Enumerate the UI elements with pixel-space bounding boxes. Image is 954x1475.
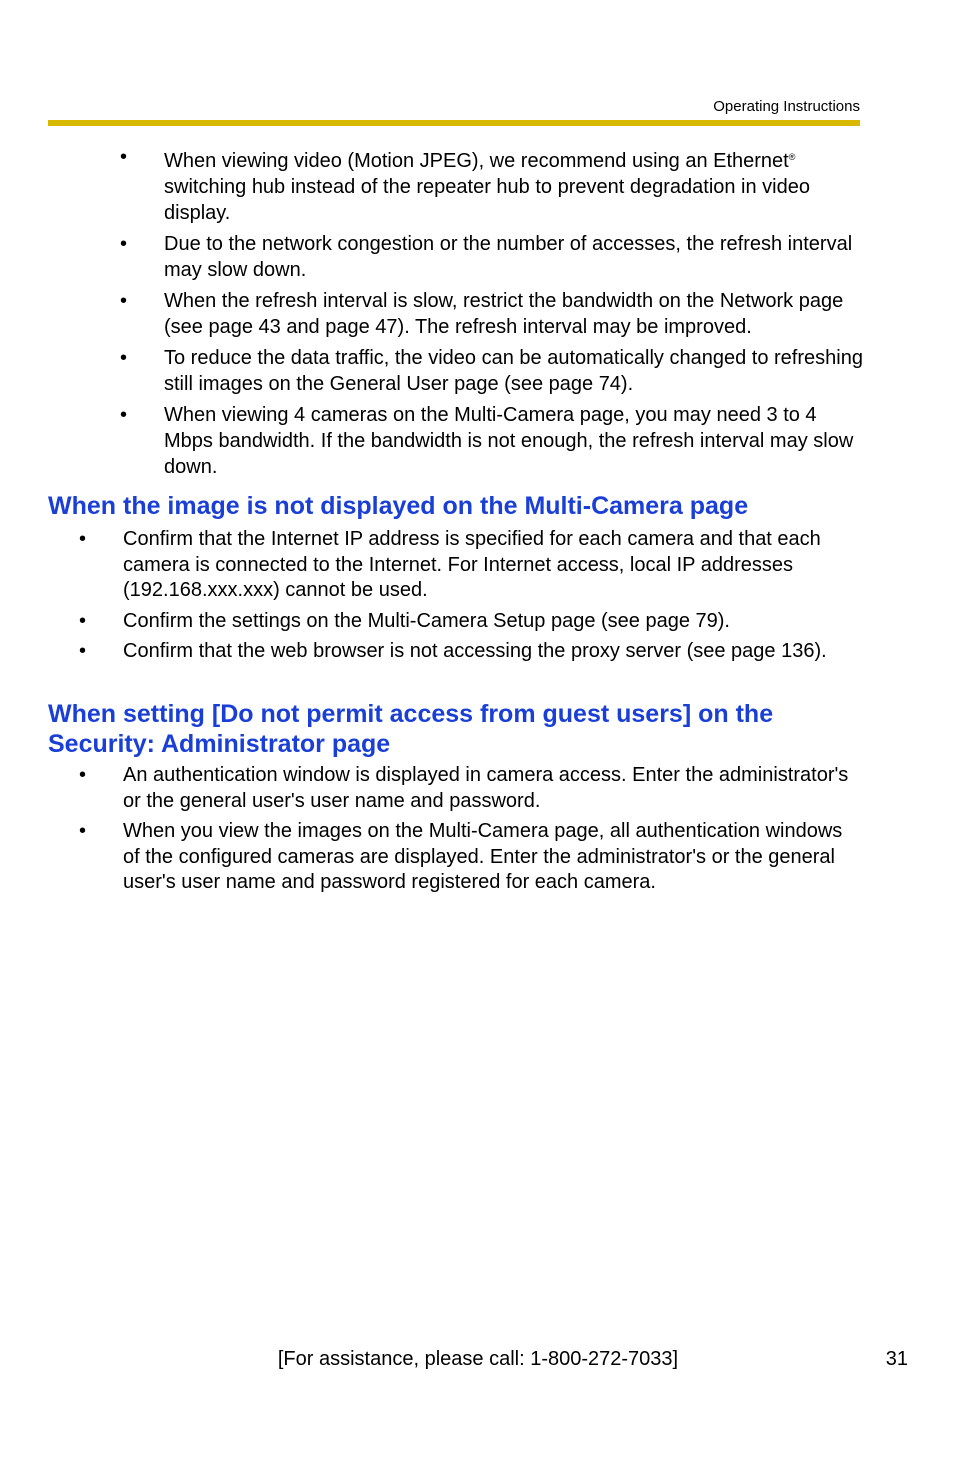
bullet-glyph: • bbox=[79, 820, 87, 842]
security-bullet-list bbox=[79, 763, 863, 901]
header-label: Operating Instructions bbox=[713, 98, 860, 115]
list-item bbox=[120, 345, 864, 397]
bullet-glyph: • bbox=[120, 404, 128, 426]
bullet-text: Due to the network congestion or the number of accesses, the refresh interval may slow down. bbox=[164, 233, 853, 281]
footer-assistance bbox=[0, 1346, 954, 1372]
list-item bbox=[120, 231, 864, 283]
footer-assistance-text: [For assistance, please call: 1-800-272-7033] bbox=[277, 1348, 679, 1370]
bullet-text: To reduce the data traffic, the video can be automatically changed to refreshing still images on the General User page (see page 74). bbox=[164, 347, 863, 395]
registered-mark: ® bbox=[788, 152, 796, 162]
header-rule bbox=[48, 120, 860, 126]
list-item bbox=[79, 527, 863, 604]
list-item bbox=[79, 609, 863, 635]
multi-camera-bullet-list bbox=[79, 527, 863, 670]
list-item bbox=[79, 639, 863, 665]
bullet-text-continued: switching hub instead of the repeater hub to prevent degradation in video display. bbox=[164, 176, 810, 224]
list-item bbox=[79, 763, 863, 814]
bullet-glyph: • bbox=[120, 146, 128, 168]
bullet-glyph: • bbox=[79, 528, 87, 550]
bullet-text: When you view the images on the Multi-Camera page, all authentication windows of the configured cameras are displayed. Enter the administrator's or the general user's user name and password registered for each camera. bbox=[123, 820, 843, 893]
bullet-text: An authentication window is displayed in camera access. Enter the administrator's or the general user's user name and password. bbox=[123, 764, 849, 812]
page-number: 31 bbox=[885, 1348, 908, 1370]
list-item bbox=[120, 288, 864, 340]
list-item bbox=[120, 402, 864, 480]
section-heading-multi-camera: When the image is not displayed on the Multi-Camera page bbox=[48, 492, 749, 520]
bullet-text: Confirm that the web browser is not accessing the proxy server (see page 136). bbox=[123, 640, 827, 662]
intro-bullet-list bbox=[120, 144, 864, 485]
bullet-glyph: • bbox=[79, 764, 87, 786]
bullet-text: Confirm the settings on the Multi-Camera Setup page (see page 79). bbox=[123, 609, 730, 632]
list-item bbox=[120, 144, 864, 226]
bullet-glyph: • bbox=[79, 609, 87, 632]
bullet-glyph: • bbox=[120, 233, 128, 255]
list-item bbox=[79, 819, 863, 896]
bullet-text: Confirm that the Internet IP address is specified for each camera and that each camera is connected to the Internet. For Internet access, local IP addresses (192.168.xxx.xxx) cannot be used. bbox=[123, 528, 821, 601]
bullet-glyph: • bbox=[120, 290, 128, 312]
bullet-glyph: • bbox=[79, 640, 87, 662]
bullet-text: When the refresh interval is slow, restrict the bandwidth on the Network page (see page 43 and page 47). The refresh interval may be improved. bbox=[164, 290, 844, 338]
bullet-text: When viewing video (Motion JPEG), we recommend using an Ethernet bbox=[164, 150, 789, 172]
section-heading-security: When setting [Do not permit access from guest users] on the Security: Administrator page bbox=[48, 700, 774, 758]
bullet-text: When viewing 4 cameras on the Multi-Camera page, you may need 3 to 4 Mbps bandwidth. If the bandwidth is not enough, the refresh interval may slow down. bbox=[164, 404, 854, 478]
bullet-glyph: • bbox=[120, 347, 128, 369]
